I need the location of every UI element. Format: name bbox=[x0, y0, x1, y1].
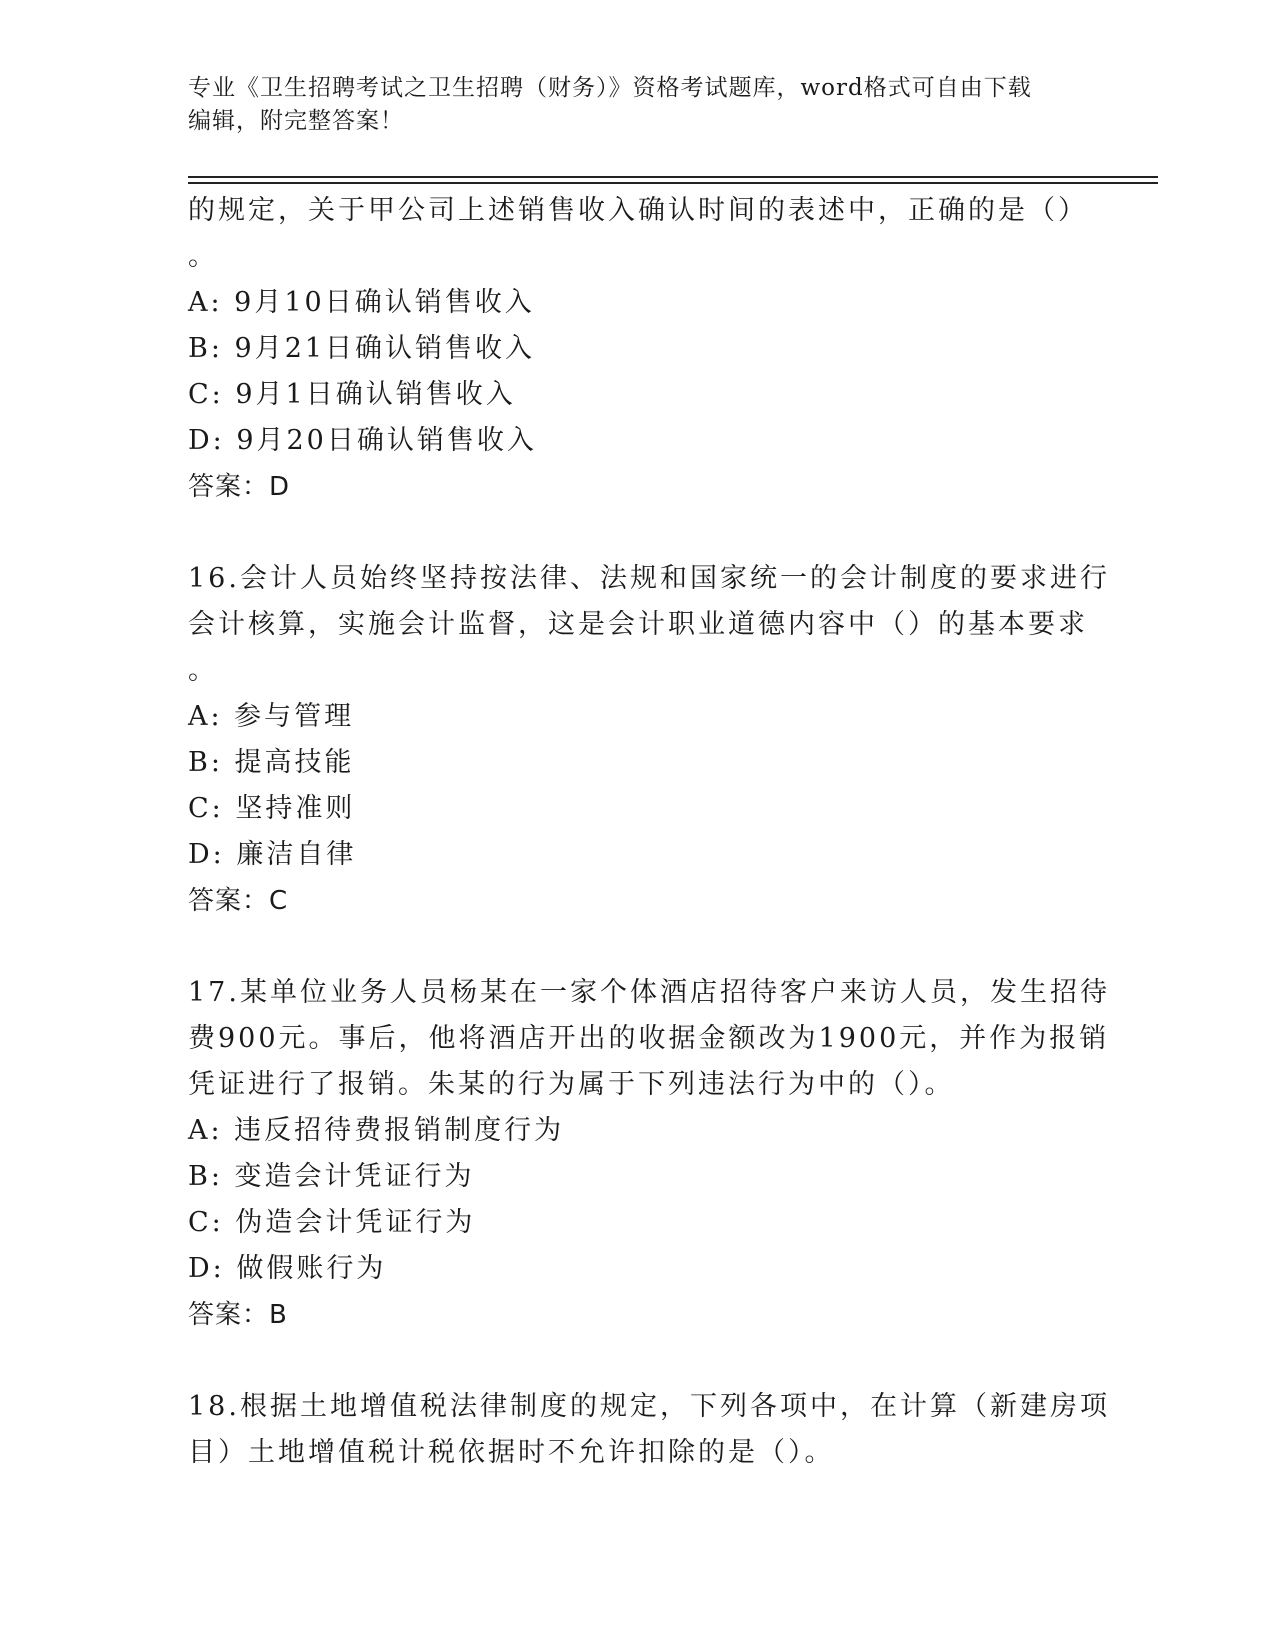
question-text-line: 17.某单位业务人员杨某在一家个体酒店招待客户来访人员，发生招待 bbox=[188, 977, 1110, 1008]
option-b: B: 变造会计凭证行为 bbox=[188, 1161, 475, 1192]
header-line-1: 专业《卫生招聘考试之卫生招聘（财务）》资格考试题库，word格式可自由下载 bbox=[188, 75, 1032, 101]
question-16 bbox=[188, 556, 1110, 924]
question-18 bbox=[188, 1384, 1110, 1476]
question-text-line: 18.根据土地增值税法律制度的规定，下列各项中，在计算（新建房项 bbox=[188, 1391, 1110, 1422]
option-c: C: 9月1日确认销售收入 bbox=[188, 379, 516, 410]
option-a: A: 违反招待费报销制度行为 bbox=[188, 1115, 565, 1146]
question-text-line: 费900元。事后，他将酒店开出的收据金额改为1900元，并作为报销 bbox=[188, 1023, 1110, 1054]
question-text-line: 。 bbox=[188, 655, 218, 686]
answer: 答案：C bbox=[188, 886, 289, 916]
header-line-2: 编辑，附完整答案！ bbox=[188, 108, 404, 134]
question-text-line: 凭证进行了报销。朱某的行为属于下列违法行为中的（）。 bbox=[188, 1069, 955, 1100]
question-text-line: 。 bbox=[188, 241, 218, 272]
header-divider-bottom bbox=[188, 182, 1158, 184]
option-d: D: 廉洁自律 bbox=[188, 839, 357, 870]
question-text-line: 目）土地增值税计税依据时不允许扣除的是（）。 bbox=[188, 1437, 835, 1468]
option-a: A: 参与管理 bbox=[188, 701, 355, 732]
document-body bbox=[188, 188, 1110, 1476]
question-17 bbox=[188, 970, 1110, 1338]
question-text-line: 会计核算，实施会计监督，这是会计职业道德内容中（）的基本要求 bbox=[188, 609, 1088, 640]
option-b: B: 提高技能 bbox=[188, 747, 355, 778]
question-15 bbox=[188, 188, 1088, 510]
option-d: D: 9月20日确认销售收入 bbox=[188, 425, 537, 456]
option-d: D: 做假账行为 bbox=[188, 1253, 387, 1284]
option-c: C: 伪造会计凭证行为 bbox=[188, 1207, 476, 1238]
option-b: B: 9月21日确认销售收入 bbox=[188, 333, 536, 364]
spacer bbox=[188, 924, 1088, 970]
answer: 答案：D bbox=[188, 472, 291, 502]
spacer bbox=[188, 510, 1088, 556]
question-text-line: 的规定，关于甲公司上述销售收入确认时间的表述中，正确的是（） bbox=[188, 195, 1088, 226]
answer: 答案：B bbox=[188, 1300, 288, 1330]
header-divider-top bbox=[188, 176, 1158, 178]
question-text-line: 16.会计人员始终坚持按法律、法规和国家统一的会计制度的要求进行 bbox=[188, 563, 1110, 594]
option-a: A: 9月10日确认销售收入 bbox=[188, 287, 535, 318]
document-header bbox=[188, 72, 1078, 138]
option-c: C: 坚持准则 bbox=[188, 793, 356, 824]
spacer bbox=[188, 1338, 1088, 1384]
